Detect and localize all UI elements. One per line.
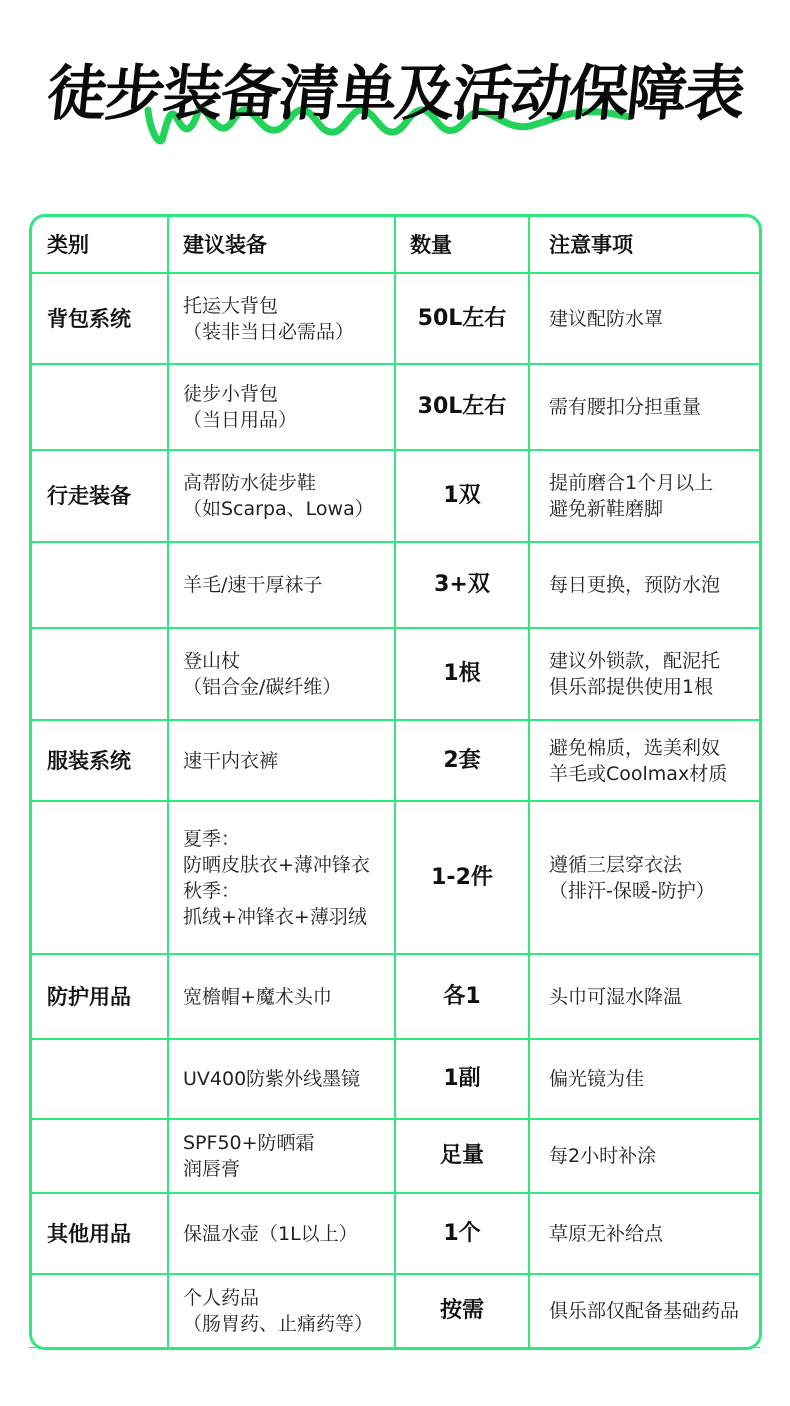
row-note: 每日更换，预防水泡 (549, 574, 721, 596)
header-category: 类别 (47, 233, 89, 257)
row-note: 遵循三层穿衣法 （排汗-保暖-防护） (549, 853, 715, 902)
row-item: 保温水壶（1L以上） (183, 1222, 358, 1245)
table-row (32, 450, 759, 542)
row-category: 行走装备 (47, 484, 131, 508)
row-note: 每2小时补涂 (549, 1145, 657, 1167)
table-row (32, 628, 759, 720)
row-category (32, 364, 168, 450)
row-quantity: 1副 (443, 1066, 481, 1091)
row-category: 其他用品 (47, 1221, 131, 1246)
row-note: 头巾可湿水降温 (549, 985, 683, 1008)
bottom-divider (29, 1347, 760, 1348)
table-row (32, 364, 759, 450)
row-quantity: 各1 (443, 983, 481, 1009)
header-item: 建议装备 (183, 233, 267, 257)
row-item: SPF50+防晒霜 润唇膏 (183, 1132, 315, 1180)
row-category (32, 1119, 168, 1193)
table-row (32, 720, 759, 801)
equipment-table (29, 214, 762, 1350)
page-title: 徒步装备清单及活动保障表 (43, 59, 747, 129)
row-category (32, 542, 168, 628)
row-note: 需有腰扣分担重量 (549, 396, 702, 418)
row-quantity: 3+双 (434, 572, 490, 597)
row-quantity: 1双 (443, 483, 481, 508)
row-category: 服装系统 (47, 748, 131, 773)
row-note: 俱乐部仅配备基础药品 (549, 1299, 740, 1322)
row-quantity: 按需 (439, 1297, 484, 1323)
row-note: 建议配防水罩 (549, 307, 664, 330)
row-category (32, 628, 168, 720)
row-note: 偏光镜为佳 (549, 1068, 645, 1090)
row-category (32, 1039, 168, 1119)
header-notes: 注意事项 (549, 233, 633, 257)
row-category: 防护用品 (47, 984, 131, 1009)
row-item: 登山杖 （铝合金/碳纤维） (183, 650, 342, 698)
table-row (32, 273, 759, 364)
row-quantity: 足量 (439, 1143, 484, 1168)
row-item: 高帮防水徒步鞋 （如Scarpa、Lowa） (183, 472, 374, 520)
row-quantity: 30L左右 (417, 394, 507, 419)
table-row (32, 1119, 759, 1193)
title-area (0, 0, 790, 190)
table-row (32, 1193, 759, 1274)
row-item: 羊毛/速干厚袜子 (183, 574, 323, 596)
table-row (32, 542, 759, 628)
table-row (32, 1274, 759, 1347)
row-quantity: 50L左右 (417, 305, 507, 331)
row-note: 提前磨合1个月以上 避免新鞋磨脚 (549, 472, 714, 520)
row-note: 建议外锁款，配泥托 俱乐部提供使用1根 (549, 650, 721, 698)
row-note: 避免棉质，选美利奴 羊毛或Coolmax材质 (549, 736, 728, 785)
row-item: 徒步小背包 （当日用品） (183, 383, 298, 431)
table-row (32, 801, 759, 954)
row-category (32, 801, 168, 954)
row-quantity: 1根 (443, 661, 481, 686)
row-item: 个人药品 （肠胃药、止痛药等） (183, 1286, 374, 1335)
row-quantity: 1-2件 (431, 864, 493, 890)
row-item: 宽檐帽+魔术头巾 (183, 985, 332, 1008)
row-item: 速干内衣裤 (183, 749, 279, 772)
row-category (32, 1274, 168, 1347)
row-note: 草原无补给点 (549, 1222, 664, 1245)
row-item: UV400防紫外线墨镜 (183, 1068, 361, 1090)
table-row (32, 954, 759, 1039)
row-item: 夏季： 防晒皮肤衣+薄冲锋衣 秋季： 抓绒+冲锋衣+薄羽绒 (183, 827, 370, 928)
row-item: 托运大背包 （装非当日必需品） (183, 294, 355, 343)
row-quantity: 1个 (443, 1220, 481, 1246)
header-quantity: 数量 (410, 233, 452, 257)
table-header (32, 217, 759, 273)
row-category: 背包系统 (47, 306, 131, 331)
table-row (32, 1039, 759, 1119)
row-quantity: 2套 (443, 747, 481, 773)
